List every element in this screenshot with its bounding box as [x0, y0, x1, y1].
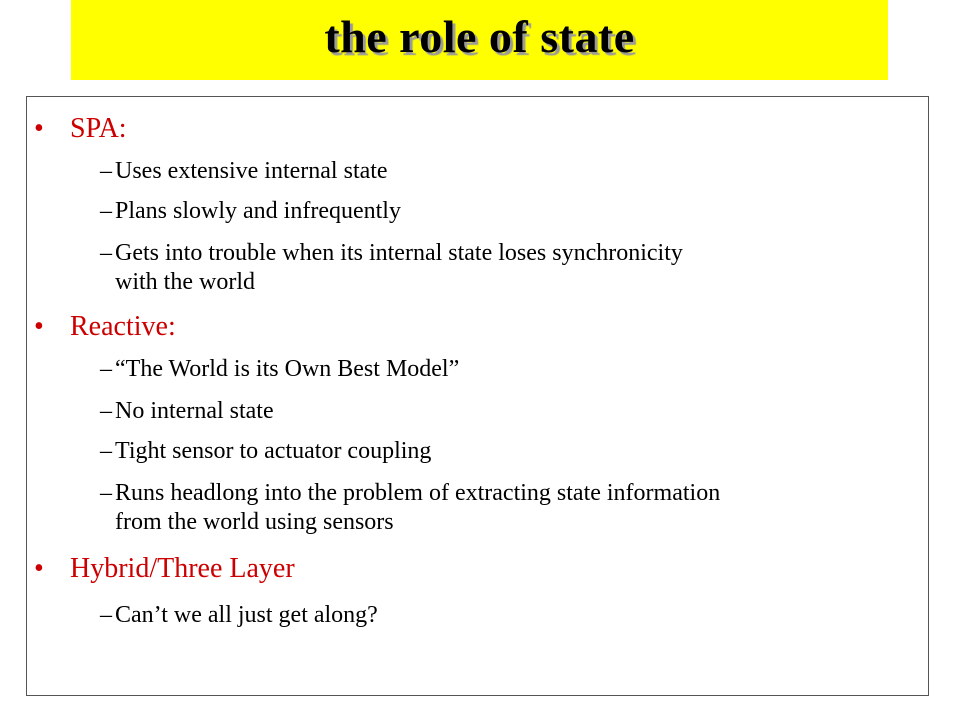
- dash-icon: –: [100, 356, 112, 382]
- bullet-icon: •: [34, 113, 44, 144]
- section-heading-reactive: Reactive:: [70, 311, 176, 342]
- list-item-text: No internal state: [115, 398, 274, 424]
- list-item-text: Can’t we all just get along?: [115, 602, 378, 628]
- list-item-text: Tight sensor to actuator coupling: [115, 438, 432, 464]
- dash-icon: –: [100, 158, 112, 184]
- list-item-text: Plans slowly and infrequently: [115, 198, 401, 224]
- list-item-text: Runs headlong into the problem of extracting state information from the world using sensors: [115, 480, 721, 535]
- list-item-text: “The World is its Own Best Model”: [115, 356, 460, 382]
- dash-icon: –: [100, 602, 112, 628]
- section-heading-spa: SPA:: [70, 113, 127, 144]
- list-item-text: Gets into trouble when its internal state loses synchronicity with the world: [115, 240, 683, 295]
- dash-icon: –: [100, 240, 112, 266]
- bullet-icon: •: [34, 311, 44, 342]
- content-box: [26, 96, 929, 696]
- dash-icon: –: [100, 438, 112, 464]
- dash-icon: –: [100, 198, 112, 224]
- list-item-text: Uses extensive internal state: [115, 158, 388, 184]
- dash-icon: –: [100, 398, 112, 424]
- slide-title: the role of state: [324, 10, 635, 62]
- title-bar: [71, 0, 888, 80]
- section-heading-hybrid: Hybrid/Three Layer: [70, 553, 295, 584]
- dash-icon: –: [100, 480, 112, 506]
- bullet-icon: •: [34, 553, 44, 584]
